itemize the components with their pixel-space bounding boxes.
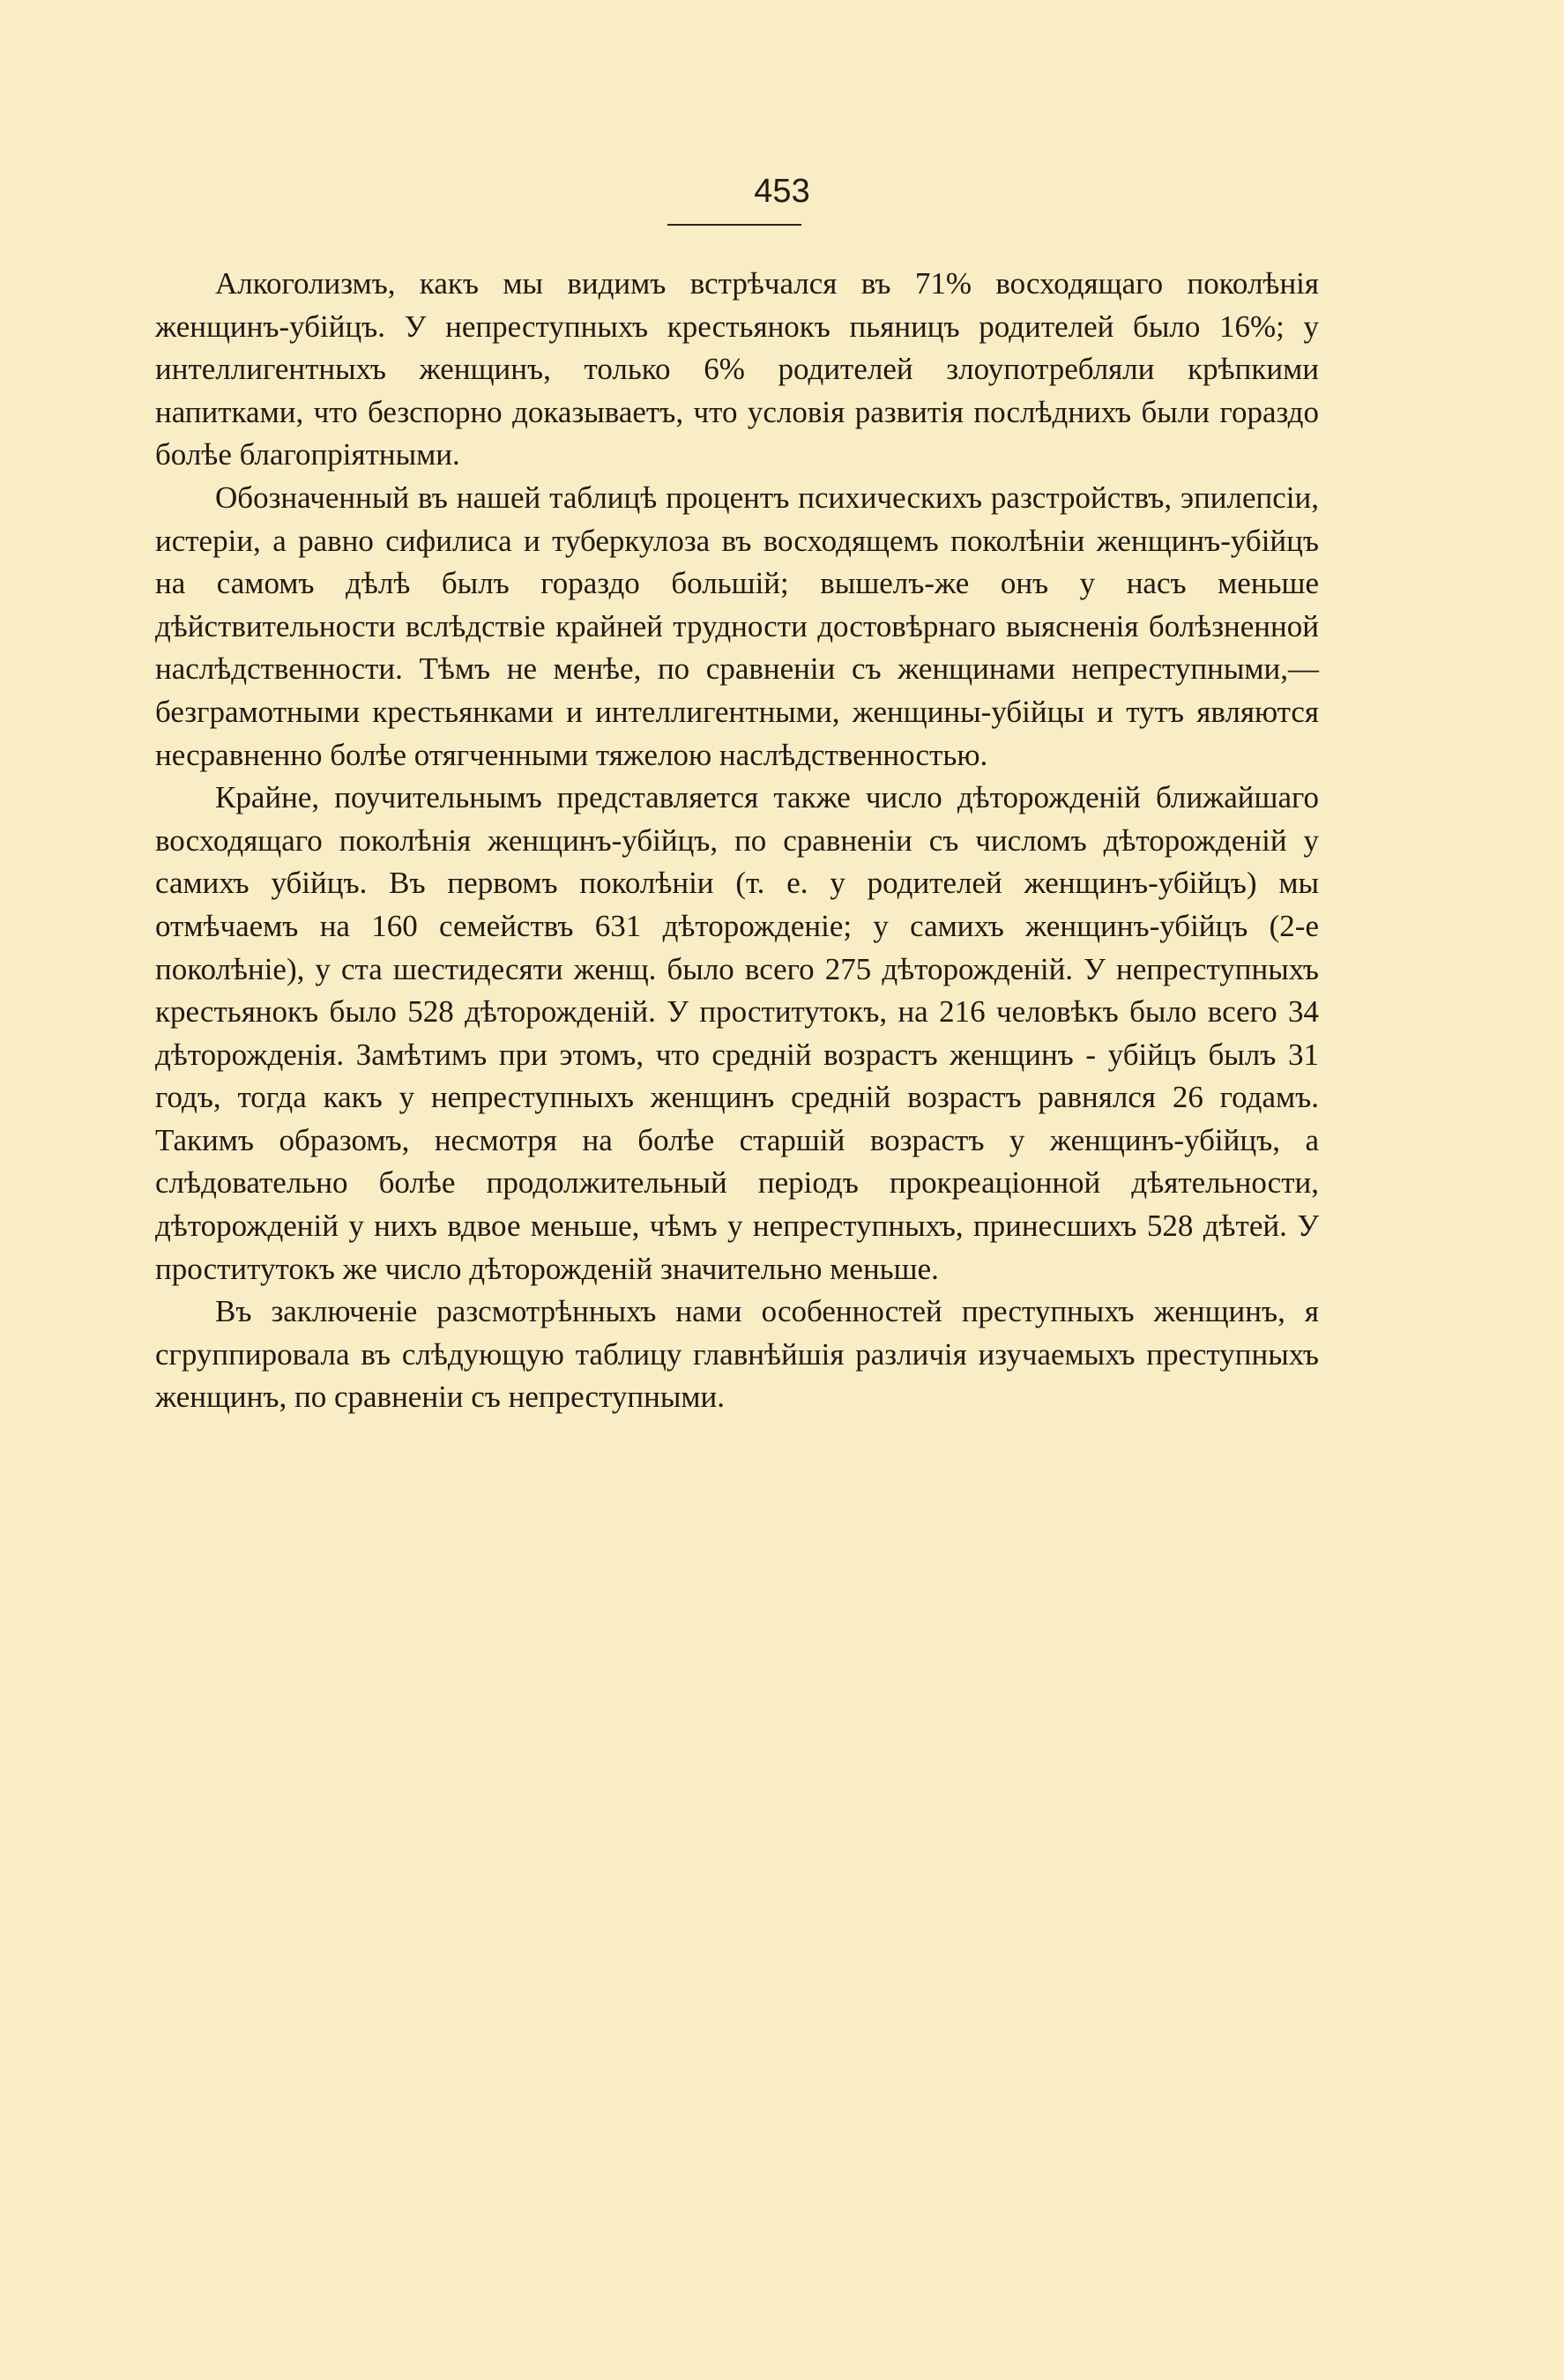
paragraph-heredity: Обозначенный въ нашей таблицѣ процентъ психическихъ разстройствъ, эпилепсіи, истеріи, а равно сифилиса и туберкулоза въ восходящемъ поколѣніи женщинъ-убійцъ на самомъ дѣлѣ былъ гораздо большій; вышелъ-же онъ у насъ меньше дѣйствительности вслѣдствіе крайней трудности достовѣрнаго выясненія болѣзненной наслѣдственности. Тѣмъ не менѣе, по сравненіи съ женщинами непреступными,—безграмотными крестьянками и интеллигентными, женщины-убійцы и тутъ являются несравненно болѣе отягченными тяжелою наслѣдственностью. [155, 480, 1319, 772]
page-number: 453 [754, 173, 810, 210]
paragraph-alcoholism: Алкоголизмъ, какъ мы видимъ встрѣчался въ 71% восходящаго поколѣнія женщинъ-убійцъ. У непреступныхъ крестьянокъ пьяницъ родителей было 16%; у интеллигентныхъ женщинъ, только 6% родителей злоупотребляли крѣпкими напитками, что безспорно доказываетъ, что условія развитія послѣднихъ были гораздо болѣе благопріятными. [155, 266, 1319, 472]
body-text [155, 263, 1319, 1419]
paragraph-births: Крайне, поучительнымъ представляется также число дѣторожденій ближайшаго восходящаго поколѣнія женщинъ-убійцъ, по сравненіи съ числомъ дѣторожденій у самихъ убійцъ. Въ первомъ поколѣніи (т. е. у родителей женщинъ-убійцъ) мы отмѣчаемъ на 160 семействъ 631 дѣторожденіе; у самихъ женщинъ-убійцъ (2-е поколѣніе), у ста шестидесяти женщ. было всего 275 дѣторожденій. У непреступныхъ крестьянокъ было 528 дѣторожденій. У проститутокъ, на 216 человѣкъ было всего 34 дѣторожденія. Замѣтимъ при этомъ, что средній возрастъ женщинъ - убійцъ былъ 31 годъ, тогда какъ у непреступныхъ женщинъ средній возрастъ равнялся 26 годамъ. Такимъ образомъ, несмотря на болѣе старшій возрастъ у женщинъ-убійцъ, а слѣдовательно болѣе продолжительный періодъ прокреаціонной дѣятельности, дѣторожденій у нихъ вдвое меньше, чѣмъ у непреступныхъ, принесшихъ 528 дѣтей. У проститутокъ же число дѣторожденій значительно меньше. [155, 780, 1319, 1286]
header-rule [667, 224, 801, 226]
paragraph-conclusion: Въ заключеніе разсмотрѣнныхъ нами особенностей преступныхъ женщинъ, я сгруппировала въ слѣдующую таблицу главнѣйшія различія изучаемыхъ преступныхъ женщинъ, по сравненіи съ непреступными. [155, 1294, 1319, 1415]
